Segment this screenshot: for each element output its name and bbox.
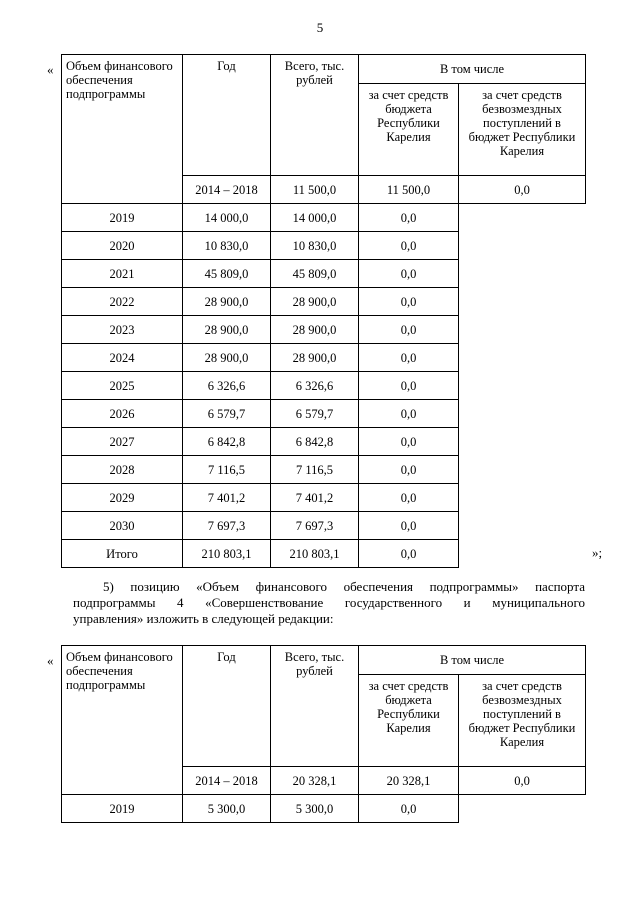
financing-table-1-body xyxy=(62,55,586,568)
header-gratuitous: за счет средств безвозмездных поступлений в бюджет Республики Карелия xyxy=(459,675,586,767)
cell-year: 2027 xyxy=(62,428,183,456)
cell-year: 2019 xyxy=(62,204,183,232)
cell-budget: 20 328,1 xyxy=(359,767,459,795)
cell-gratuitous: 0,0 xyxy=(359,344,459,372)
table-row xyxy=(62,288,586,316)
cell-gratuitous: 0,0 xyxy=(359,288,459,316)
cell-total: 28 900,0 xyxy=(183,344,271,372)
cell-year: 2029 xyxy=(62,484,183,512)
header-budget: за счет средств бюджета Республики Карелия xyxy=(359,84,459,176)
header-gratuitous: за счет средств безвозмездных поступлений в бюджет Республики Карелия xyxy=(459,84,586,176)
table-row xyxy=(62,260,586,288)
cell-total: 7 401,2 xyxy=(183,484,271,512)
cell-total: 7 697,3 xyxy=(183,512,271,540)
cell-year: 2022 xyxy=(62,288,183,316)
cell-year: 2030 xyxy=(62,512,183,540)
header-year: Год xyxy=(183,646,271,767)
table-row xyxy=(62,456,586,484)
cell-gratuitous: 0,0 xyxy=(359,540,459,568)
cell-year: 2020 xyxy=(62,232,183,260)
cell-gratuitous: 0,0 xyxy=(359,795,459,823)
cell-year: 2026 xyxy=(62,400,183,428)
financing-table-1 xyxy=(61,54,586,568)
table-row xyxy=(62,204,586,232)
financing-table-2 xyxy=(61,645,586,823)
page-number: 5 xyxy=(316,20,324,35)
cell-year: Итого xyxy=(62,540,183,568)
cell-total: 11 500,0 xyxy=(271,176,359,204)
cell-year: 2014 – 2018 xyxy=(183,767,271,795)
cell-gratuitous: 0,0 xyxy=(359,456,459,484)
cell-budget: 6 842,8 xyxy=(271,428,359,456)
table-row xyxy=(62,400,586,428)
table-row xyxy=(62,232,586,260)
table-row xyxy=(62,795,586,823)
header-year: Год xyxy=(183,55,271,176)
header-budget: за счет средств бюджета Республики Карелия xyxy=(359,675,459,767)
cell-gratuitous: 0,0 xyxy=(359,204,459,232)
cell-total: 28 900,0 xyxy=(183,288,271,316)
header-financing-label: Объем финансового обеспечения подпрограммы xyxy=(62,55,183,204)
cell-gratuitous: 0,0 xyxy=(359,512,459,540)
cell-gratuitous: 0,0 xyxy=(359,316,459,344)
table-header-row xyxy=(62,646,586,675)
open-quote: « xyxy=(47,62,54,77)
cell-gratuitous: 0,0 xyxy=(359,372,459,400)
cell-budget: 45 809,0 xyxy=(271,260,359,288)
cell-budget: 28 900,0 xyxy=(271,288,359,316)
financing-table-2-body xyxy=(62,646,586,823)
cell-budget: 28 900,0 xyxy=(271,316,359,344)
table-row xyxy=(62,428,586,456)
cell-gratuitous: 0,0 xyxy=(459,767,586,795)
cell-budget: 6 326,6 xyxy=(271,372,359,400)
cell-total: 28 900,0 xyxy=(183,316,271,344)
cell-total: 10 830,0 xyxy=(183,232,271,260)
open-quote-2: « xyxy=(47,653,54,668)
cell-total: 210 803,1 xyxy=(183,540,271,568)
cell-total: 7 116,5 xyxy=(183,456,271,484)
table-row xyxy=(62,540,586,568)
cell-budget: 14 000,0 xyxy=(271,204,359,232)
header-financing-label: Объем финансового обеспечения подпрограммы xyxy=(62,646,183,795)
cell-gratuitous: 0,0 xyxy=(359,260,459,288)
cell-gratuitous: 0,0 xyxy=(359,428,459,456)
cell-budget: 6 579,7 xyxy=(271,400,359,428)
cell-total: 6 579,7 xyxy=(183,400,271,428)
cell-total: 14 000,0 xyxy=(183,204,271,232)
cell-budget: 28 900,0 xyxy=(271,344,359,372)
amendment-paragraph xyxy=(73,579,585,627)
cell-year: 2028 xyxy=(62,456,183,484)
table-row xyxy=(62,372,586,400)
paragraph-line-1: 5) позицию «Объем финансового обеспечения подпрограммы» паспорта xyxy=(103,579,585,594)
cell-budget: 7 697,3 xyxy=(271,512,359,540)
cell-year: 2024 xyxy=(62,344,183,372)
close-quote: »; xyxy=(592,545,603,560)
cell-year: 2019 xyxy=(62,795,183,823)
cell-gratuitous: 0,0 xyxy=(359,232,459,260)
cell-budget: 7 116,5 xyxy=(271,456,359,484)
cell-gratuitous: 0,0 xyxy=(359,400,459,428)
paragraph-line-3: управления» изложить в следующей редакции: xyxy=(73,611,334,626)
cell-budget: 210 803,1 xyxy=(271,540,359,568)
header-including: В том числе xyxy=(359,55,586,84)
cell-budget: 5 300,0 xyxy=(271,795,359,823)
cell-budget: 7 401,2 xyxy=(271,484,359,512)
cell-budget: 11 500,0 xyxy=(359,176,459,204)
cell-year: 2025 xyxy=(62,372,183,400)
cell-year: 2014 – 2018 xyxy=(183,176,271,204)
cell-year: 2023 xyxy=(62,316,183,344)
header-total: Всего, тыс. рублей xyxy=(271,646,359,767)
cell-gratuitous: 0,0 xyxy=(459,176,586,204)
cell-budget: 10 830,0 xyxy=(271,232,359,260)
table-header-row xyxy=(62,55,586,84)
cell-total: 5 300,0 xyxy=(183,795,271,823)
cell-gratuitous: 0,0 xyxy=(359,484,459,512)
header-total: Всего, тыс. рублей xyxy=(271,55,359,176)
cell-year: 2021 xyxy=(62,260,183,288)
cell-total: 6 842,8 xyxy=(183,428,271,456)
header-including: В том числе xyxy=(359,646,586,675)
paragraph-line-2: подпрограммы 4 «Совершенствование государственного и муниципального xyxy=(73,595,585,610)
cell-total: 45 809,0 xyxy=(183,260,271,288)
table-row xyxy=(62,512,586,540)
cell-total: 20 328,1 xyxy=(271,767,359,795)
table-row xyxy=(62,316,586,344)
table-row xyxy=(62,344,586,372)
table-row xyxy=(62,484,586,512)
cell-total: 6 326,6 xyxy=(183,372,271,400)
